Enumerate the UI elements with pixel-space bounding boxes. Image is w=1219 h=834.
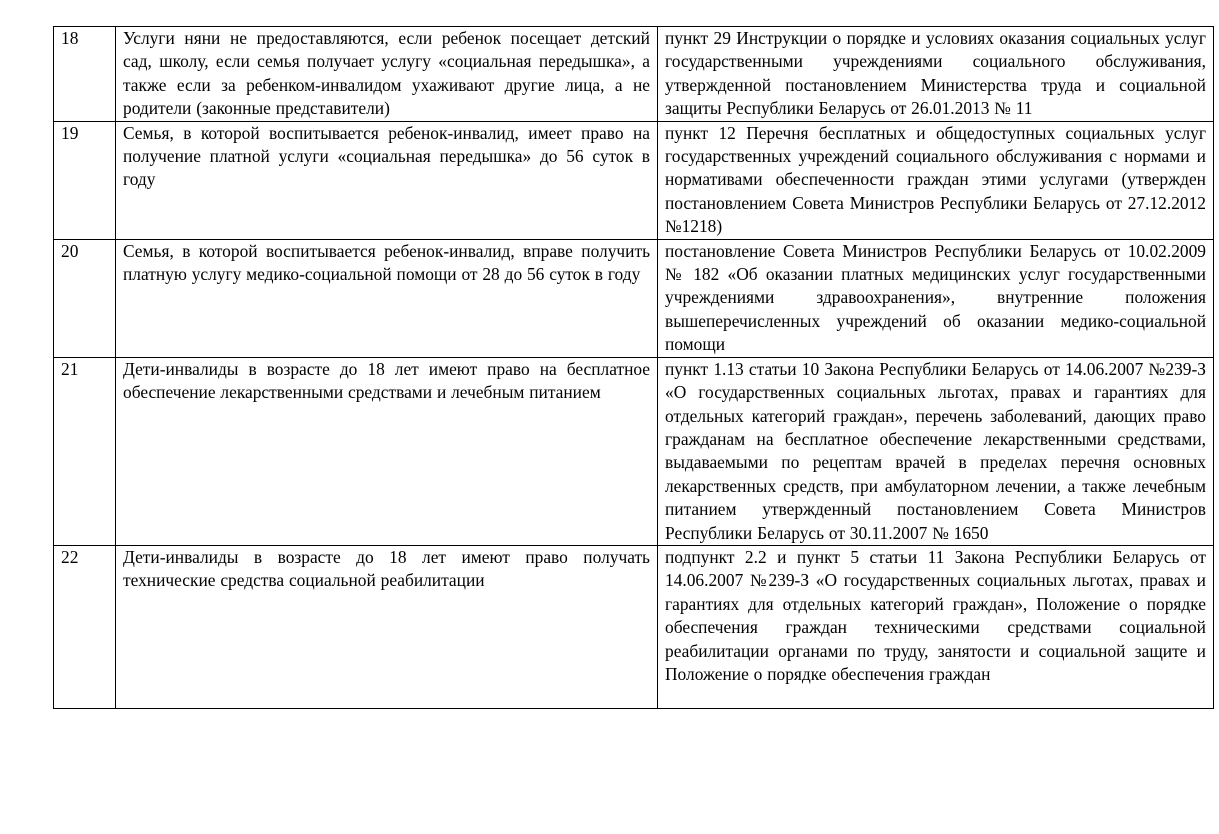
row-legal-reference: пункт 29 Инструкции о порядке и условиях оказания социальных услуг государственными учреждениями социального обслуживания, утвержденной постановлением Министерства труда и социальной защиты Республики Беларусь от 26.01.2013 № 11 <box>658 27 1214 122</box>
row-number: 19 <box>54 121 116 239</box>
document-page <box>53 26 1206 709</box>
row-description: Семья, в которой воспитывается ребенок-инвалид, имеет право на получение платной услуги «социальная передышка» до 56 суток в году <box>116 121 658 239</box>
row-number: 18 <box>54 27 116 122</box>
row-legal-reference: пункт 12 Перечня бесплатных и общедоступных социальных услуг государственных учреждений социального обслуживания с нормами и нормативами обеспеченности граждан этими услугами (утвержден постановлением Совета Министров Республики Беларусь от 27.12.2012 №1218) <box>658 121 1214 239</box>
benefits-table <box>53 26 1214 709</box>
row-number: 20 <box>54 239 116 357</box>
row-description: Дети-инвалиды в возрасте до 18 лет имеют право получать технические средства социальной реабилитации <box>116 545 658 708</box>
row-legal-reference: пункт 1.13 статьи 10 Закона Республики Беларусь от 14.06.2007 №239-З «О государственных социальных льготах, правах и гарантиях для отдельных категорий граждан», перечень заболеваний, дающих право гражданам на бесплатное обеспечение лекарственными средствами, выдаваемыми по рецептам врачей в пределах перечня основных лекарственных средств, при амбулаторном лечении, а также лечебным питанием утвержденный постановлением Совета Министров Республики Беларусь от 30.11.2007 № 1650 <box>658 357 1214 545</box>
row-number: 21 <box>54 357 116 545</box>
row-description: Семья, в которой воспитывается ребенок-инвалид, вправе получить платную услугу медико-социальной помощи от 28 до 56 суток в году <box>116 239 658 357</box>
row-number: 22 <box>54 545 116 708</box>
table-row <box>54 27 1214 122</box>
table-row <box>54 357 1214 545</box>
table-row <box>54 121 1214 239</box>
table-row <box>54 239 1214 357</box>
row-description: Услуги няни не предоставляются, если ребенок посещает детский сад, школу, если семья получает услугу «социальная передышка», а также если за ребенком-инвалидом ухаживают другие лица, а не родители (законные представители) <box>116 27 658 122</box>
row-legal-reference: постановление Совета Министров Республики Беларусь от 10.02.2009 № 182 «Об оказании платных медицинских услуг государственными учреждениями здравоохранения», внутренние положения вышеперечисленных учреждений об оказании медико-социальной помощи <box>658 239 1214 357</box>
table-row <box>54 545 1214 708</box>
row-legal-reference: подпункт 2.2 и пункт 5 статьи 11 Закона Республики Беларусь от 14.06.2007 №239-З «О государственных социальных льготах, правах и гарантиях для отдельных категорий граждан», Положение о порядке обеспечения граждан техническими средствами социальной реабилитации органами по труду, занятости и социальной защите и Положение о порядке обеспечения граждан <box>665 546 1206 684</box>
row-description: Дети-инвалиды в возрасте до 18 лет имеют право на бесплатное обеспечение лекарственными средствами и лечебным питанием <box>116 357 658 545</box>
row-legal-reference-cell <box>658 545 1214 708</box>
